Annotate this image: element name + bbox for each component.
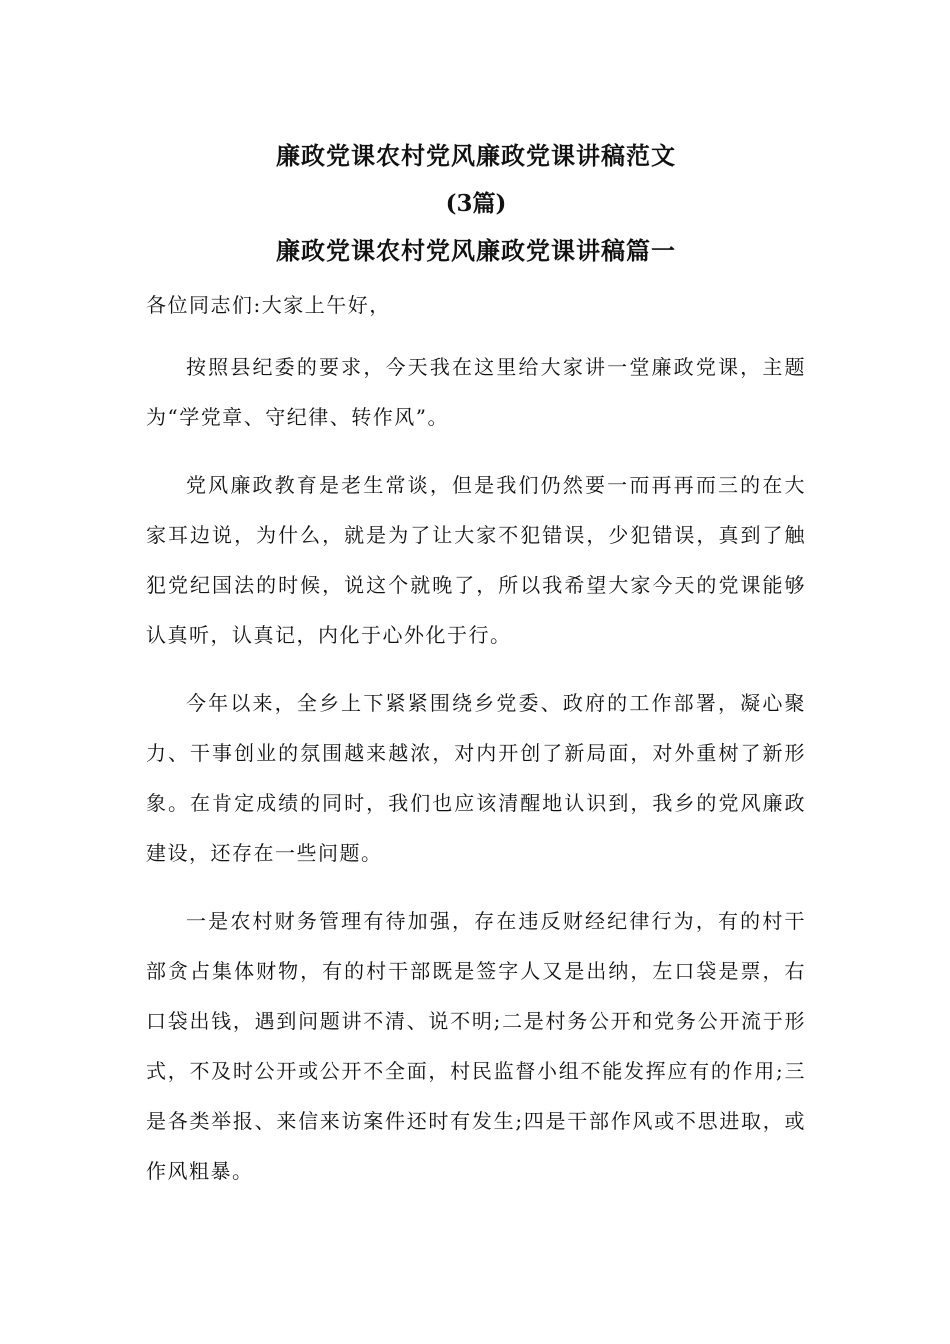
body-paragraph: 按照县纪委的要求，今天我在这里给大家讲一堂廉政党课，主题为“学党章、守纪律、转作风”。 [146, 355, 806, 429]
body-paragraph: 今年以来，全乡上下紧紧围绕乡党委、政府的工作部署，凝心聚力、干事创业的氛围越来越浓，对内开创了新局面，对外重树了新形象。在肯定成绩的同时，我们也应该清醒地认识到，我乡的党风廉政建设，还存在一些问题。 [146, 691, 806, 865]
section-title: 廉政党课农村党风廉政党课讲稿篇一 [276, 236, 676, 265]
document-body [146, 280, 806, 1196]
document-subtitle: (3篇) [445, 190, 507, 217]
body-paragraph: 一是农村财务管理有待加强，存在违反财经纪律行为，有的村干部贪占集体财物，有的村干部既是签字人又是出纳，左口袋是票，右口袋出钱，遇到问题讲不清、说不明;二是村务公开和党务公开流于形式，不及时公开或公开不全面，村民监督小组不能发挥应有的作用;三是各类举报、来信来访案件还时有发生;四是干部作风或不思进取，或作风粗暴。 [146, 909, 806, 1183]
salutation-paragraph: 各位同志们:大家上午好， [146, 293, 391, 317]
body-paragraph: 党风廉政教育是老生常谈，但是我们仍然要一而再再而三的在大家耳边说，为什么，就是为了让大家不犯错误，少犯错误，真到了触犯党纪国法的时候，说这个就晚了，所以我希望大家今天的党课能够认真听，认真记，内化于心外化于行。 [146, 473, 806, 647]
document-content [146, 136, 806, 1214]
document-title: 廉政党课农村党风廉政党课讲稿范文 [276, 141, 676, 170]
